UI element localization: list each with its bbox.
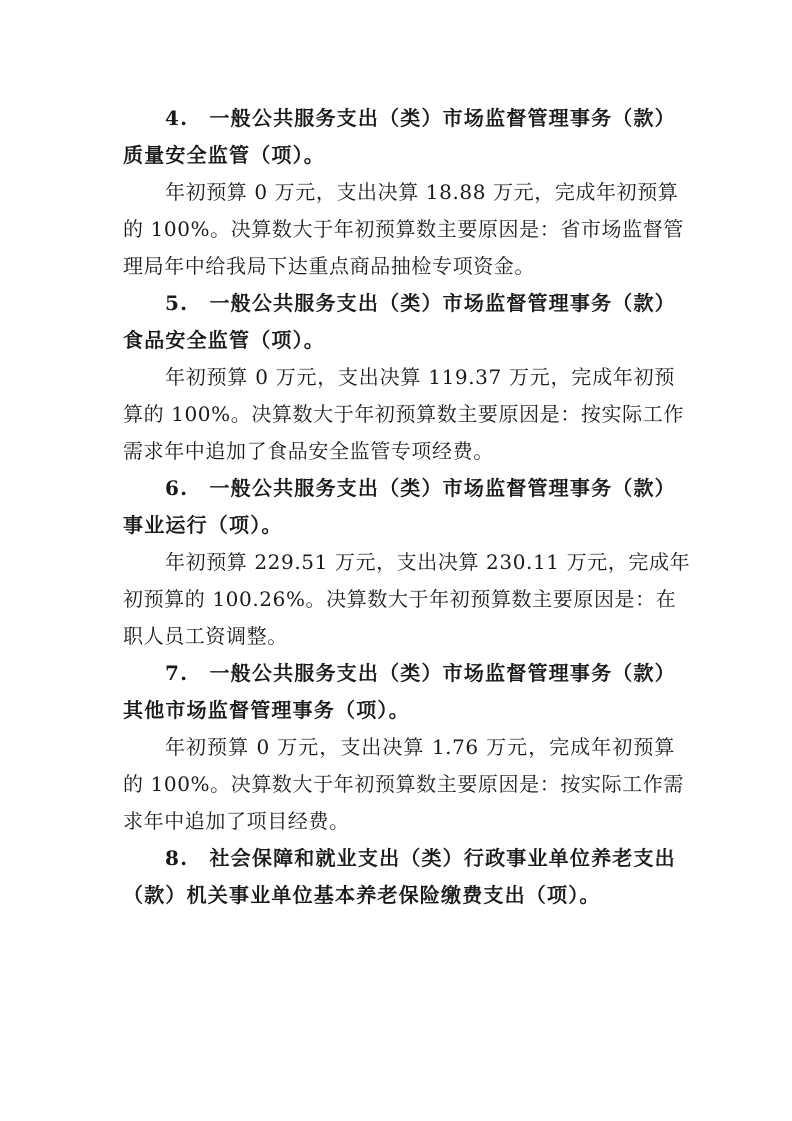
paragraph-line: 的 100%。决算数大于年初预算数主要原因是：省市场监督管 <box>123 217 684 241</box>
section-8 <box>123 840 675 914</box>
heading-line: 7. 一般公共服务支出（类）市场监督管理事务（款） <box>165 661 676 685</box>
section-4 <box>123 100 684 285</box>
paragraph-line: 的 100%。决算数大于年初预算数主要原因是：按实际工作需 <box>123 772 684 796</box>
section-heading <box>123 655 675 729</box>
paragraph-line: 需求年中追加了食品安全监管专项经费。 <box>123 439 494 463</box>
heading-line: （款）机关事业单位基本养老保险缴费支出（项）。 <box>123 883 601 907</box>
heading-line: 6. 一般公共服务支出（类）市场监督管理事务（款） <box>165 476 676 500</box>
section-heading <box>123 285 675 359</box>
section-heading <box>123 470 675 544</box>
paragraph-line: 职人员工资调整。 <box>123 624 288 648</box>
paragraph-line: 年初预算 0 万元，支出决算 119.37 万元，完成年初预 <box>165 365 675 389</box>
paragraph-line: 年初预算 0 万元，支出决算 18.88 万元，完成年初预算 <box>165 180 679 204</box>
heading-line: 4. 一般公共服务支出（类）市场监督管理事务（款） <box>165 106 676 130</box>
heading-line: 事业运行（项）。 <box>123 513 283 537</box>
section-heading <box>123 100 675 174</box>
section-5 <box>123 285 684 470</box>
paragraph-line: 初预算的 100.26%。决算数大于年初预算数主要原因是：在 <box>123 587 677 611</box>
section-6 <box>123 470 691 655</box>
paragraph-line: 理局年中给我局下达重点商品抽检专项资金。 <box>123 254 535 278</box>
section-paragraph <box>123 544 691 655</box>
heading-line: 食品安全监管（项）。 <box>123 328 325 352</box>
heading-line: 其他市场监督管理事务（项）。 <box>123 698 410 722</box>
document-body <box>123 100 691 914</box>
heading-line: 5. 一般公共服务支出（类）市场监督管理事务（款） <box>165 291 676 315</box>
section-paragraph <box>123 174 684 285</box>
section-heading <box>123 840 675 914</box>
section-7 <box>123 655 684 840</box>
paragraph-line: 年初预算 0 万元，支出决算 1.76 万元，完成年初预算 <box>165 735 675 759</box>
paragraph-line: 算的 100%。决算数大于年初预算数主要原因是：按实际工作 <box>123 402 684 426</box>
section-paragraph <box>123 729 684 840</box>
heading-line: 质量安全监管（项）。 <box>123 143 325 167</box>
section-paragraph <box>123 359 684 470</box>
heading-line: 8. 社会保障和就业支出（类）行政事业单位养老支出 <box>165 846 676 870</box>
paragraph-line: 求年中追加了项目经费。 <box>123 809 350 833</box>
paragraph-line: 年初预算 229.51 万元，支出决算 230.11 万元，完成年 <box>165 550 691 574</box>
